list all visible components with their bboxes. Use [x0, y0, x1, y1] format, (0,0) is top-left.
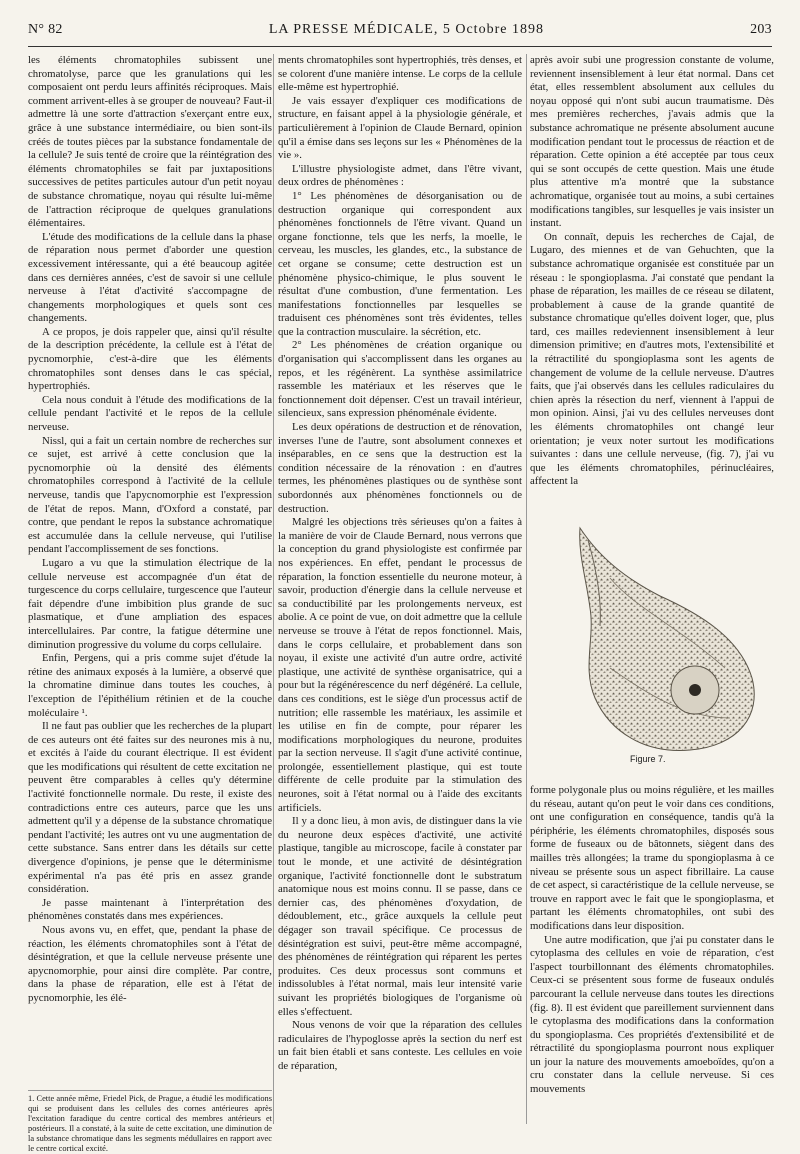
paragraph: les éléments chromatophiles subissent une chromatolyse, parce que les granulations qui les composaient ont perdu leurs affinités réciproques. Mais comment arrivent-elles à se grouper de nouveau? Faut-il admettre là une sorte d'attraction s'exerçant entre eux, grâce à une substance intermédiaire, ou bien sont-ils créés de toutes pièces par la substance fondamentale de la cellule? Je suis tenté de croire que la réintégration des éléments chromatophiles se fait par juxtapositions successives de petites particules autour d'un petit noyau de substance chromatique, noyau qui résulte lui-même de l'attraction réciproque de quelques granulations élémentaires. [28, 54, 272, 230]
paragraph: ments chromatophiles sont hypertrophiés, très denses, et se colorent d'une manière intense. Le corps de la cellule elle-même est hypertrophié. [278, 54, 522, 94]
paragraph: Une autre modification, que j'ai pu constater dans le cytoplasma des cellules en voie de réparation, c'est l'aspect tourbillonnant des éléments chromatophiles. Ceux-ci se présentent sous forme de fuseaux ondulés parcourant la cellule nerveuse dans toutes les directions (fig. 8). Il est évident que pareillement surviennent dans le cytoplasma des modifications dans la conformation du spongioplasma. Ces propriétés d'extensibilité et de rétractilité du spongioplasma pourront nous expliquer un jour la nature des mouvements amoeboïdes, qu'on a cru constater dans la cellule nerveuse. Si ces mouvements [530, 933, 774, 1096]
paragraph: Cela nous conduit à l'étude des modifications de la cellule pendant l'activité et le repos de la cellule nerveuse. [28, 393, 272, 434]
running-header [28, 22, 772, 44]
paragraph: Je passe maintenant à l'interprétation des phénomènes constatés dans mes expériences. [28, 896, 272, 923]
paragraph: Il y a donc lieu, à mon avis, de distinguer dans la vie du neurone deux espèces d'activité, une activité plastique, tangible au microscope, facile à constater par tout le monde, et une activité de désintégration organique, l'activité fonctionnelle dont le substratum anatomique nous est moins connu. Il se passe, dans ce dernier cas, des phénomènes d'oxydation, de dédoublement, etc., grâce auxquels la cellule peut dégager son travail spécifique. Ce processus de désintégration est suivi, peut-être même accompagné, des phénomènes de réintégration qui réparent les pertes produites. Ces deux processus sont communs et indissolubles à l'état normal, mais leur intensité varie suivant les propriétés biologiques de l'organisme où elles s'effectuent. [278, 815, 522, 1018]
paragraph: Lugaro a vu que la stimulation électrique de la cellule nerveuse est accompagnée d'un état de turgescence du corps cellulaire, turgescence que l'auteur fait dépendre d'une imbibition plus grande de suc plasmatique, et d'une ampliation des espaces intercellulaires. Par contre, la fatigue détermine une diminution progressive du volume du corps cellulaire. [28, 556, 272, 651]
journal-title: LA PRESSE MÉDICALE, 5 Octobre 1898 [268, 22, 544, 37]
paragraph: Nissl, qui a fait un certain nombre de recherches sur ce sujet, est arrivé à cette conclusion que la pycnomorphie où la densité des éléments chromatophiles correspond à l'activité de la cellule nerveuse, tandis que l'apycnomorphie est l'expression de l'état de repos. Mann, d'Oxford a constaté, par contre, que pendant le repos la substance achromatique est accumulée dans la cellule nerveuse, qui l'utilise pendant l'accomplissement de ses fonctions. [28, 434, 272, 556]
page-number: 203 [750, 22, 772, 37]
paragraph: 1° Les phénomènes de désorganisation ou de destruction organique qui correspondent aux phénomènes fonctionnels de l'être vivant. Quand un organe fonctionne, tels que les nerfs, la moelle, le cerveau, les muscles, les glandes, etc., la substance de cet organe se consume; cette destruction est un phénomène physico-chimique, le plus souvent le résultat d'une combustion, d'une fermentation. Les manifestations fonctionnelles par lesquelles se traduisent ces phénomènes sont très évidentes, telles que la contraction musculaire. la sécrétion, etc. [278, 189, 522, 338]
paragraph: Les deux opérations de destruction et de rénovation, inverses l'une de l'autre, sont absolument connexes et inséparables, en ce sens que la destruction est la condition nécessaire de la rénovation : en d'autres termes, les phénomènes plastiques ou de synthèse sont subordonnés aux phénomènes fonctionnels ou de destruction. [278, 421, 522, 515]
paragraph: Malgré les objections très sérieuses qu'on a faites à la manière de voir de Claude Bernard, nous verrons que la conception du grand physiologiste est confirmée par nos expériences. En effet, pendant le processus de réparation, la fonction essentielle du neurone moteur, à savoir, production d'énergie dans la cellule nerveuse et sa conductibilité par les prolongements nerveux, est abolie. A ce point de vue, on doit admettre que la cellule nerveuse se trouve à l'état de repos fonctionnel. Mais, dans le corps cellulaire, et probablement dans son noyau, il existe une activité d'un autre ordre, activité plastique, une activité de synthèse organisatrice, qui a pour but la régénérescence du nerf dégénéré. La cellule, dans ces conditions, est le siège d'un processus actif de nutrition; elle rassemble les matériaux, les assimile et les utilise en fin de compte, pour réparer les modifications morphologiques du neurone, produites par la section nerveuse. Il s'agit d'une activité continue, prolongée, essentiellement plastique, qui est toute différente de celle produite par la stimulation des neurones, soit à l'état normal ou à l'aide des excitants artificiels. [278, 516, 522, 814]
column-2 [278, 54, 522, 1126]
paragraph: L'étude des modifications de la cellule dans la phase de réparation nous permet d'aborder une question excessivement intéressante, qui a été beaucoup agitée dans ces dernières années, c'est de savoir si une cellule nerveuse à l'état d'activité s'accompagne de changements morphologiques et quels sont ces changements. [28, 230, 272, 325]
paragraph: Enfin, Pergens, qui a pris comme sujet d'étude la rétine des animaux exposés à la lumière, a observé que la chromatine diminue dans toutes les couches, à l'exception de l'épithélium rétinien et de la couche moléculaire ¹. [28, 652, 272, 719]
header-rule [28, 46, 772, 47]
paragraph: après avoir subi une progression constante de volume, reviennent insensiblement à leur état normal. Dans cet état, elles ressemblent absolument aux cellules du noyau opposé qui n'ont subi aucun traumatisme. Dès mes premières recherches, j'avais admis que la substance achromatique ne présente absolument aucune modification pendant tout le processus de réaction et de réparation. Cette opinion a été acceptée par tous ceux qui se sont occupés de cette question. Mais une étude plus attentive m'a montré que la substance achromatique, organisée tout au moins, a subi certaines modifications tangibles, sur lesquelles je vais insister un instant. [530, 54, 774, 230]
paragraph: On connaît, depuis les recherches de Cajal, de Lugaro, des miennes et de van Gehuchten, que la substance achromatique organisée est constituée par un réseau : le spongioplasma. J'ai constaté que pendant la phase de réparation, les mailles de ce réseau se dilatent, probablement à cause de la grande quantité de substance chromatique qu'elles doivent loger, que, plus tard, ces mailles redeviennent insensiblement à leur dimension primitive; en d'autres mots, l'extensibilité et la rétractilité du spongioplasma sont les agents de changement de volume de la cellule nerveuse. D'autres faits, que j'ai observés dans les cellules radiculaires du chien après la résection du nerf, viennent à l'appui de mon opinion. Ainsi, j'ai vu des cellules nerveuses dont les éléments chromatophiles ont changé leur orientation; je veux noter surtout les modifications suivantes : dans une cellule nerveuse, (fig. 7), j'ai vu que les éléments chromatophiles, périnucléaires, affectent la [530, 230, 774, 488]
paragraph: 2° Les phénomènes de création organique ou d'organisation qui s'accomplissent dans les organes au repos, et les régénèrent. La synthèse assimilatrice rassemble les matériaux et les réserves que le fonctionnement doit dépenser. C'est un travail intérieur, silencieux, sans expression phénoménale évidente. [278, 339, 522, 420]
column-3-top [530, 54, 774, 504]
column-1 [28, 54, 272, 1084]
paragraph: A ce propos, je dois rappeler que, ainsi qu'il résulte de la description précédente, la cellule est à l'état de pycnomorphie, c'est-à-dire que les éléments chromatophiles sont denses dans le cas spécial, hypertrophiés. [28, 325, 272, 393]
nerve-cell-illustration [540, 518, 770, 758]
paragraph: L'illustre physiologiste admet, dans l'être vivant, deux ordres de phénomènes : [278, 162, 522, 189]
issue-number: N° 82 [28, 22, 63, 37]
paragraph: forme polygonale plus ou moins régulière, et les mailles du réseau, autant qu'on peut le voir dans ces conditions, ont une configuration en conséquence, tandis qu'à la périphérie, les éléments chromatophiles, disposés sous forme de fuseaux ou de bâtonnets, siègent dans des mailles très allongées; la trame du spongioplasma à ce niveau se présente sous un aspect fibrillaire. La cause de cet aspect, si caractéristique de la cellule nerveuse, se trouve en rapport avec le fait que le spongioplasma, et partant les éléments chromatophiles, ont subi des modifications dans leur disposition. [530, 784, 774, 932]
figure-caption: Figure 7. [630, 754, 666, 764]
column-divider-2 [526, 54, 527, 1124]
paragraph: Nous avons vu, en effet, que, pendant la phase de réaction, les éléments chromatophiles sont à l'état de désintégration, et que la cellule nerveuse présente une apycnomorphie, pour ainsi dire complète. Par contre, dans la phase de réparation, elle est à l'état de pycnomorphie, les élé- [28, 924, 272, 1004]
footnote: 1. Cette année même, Friedel Pick, de Prague, a étudié les modifications qui se produisent dans les cellules des cornes antérieures après l'excitation faradique du centre cortical des membres antérieurs et postérieurs. Il a constaté, à la suite de cette excitation, une diminution de la substance chromatique dans les segments médullaires en rapport avec le centre cortical excité. [28, 1090, 272, 1154]
paragraph: Il ne faut pas oublier que les recherches de la plupart de ces auteurs ont été faites sur des neurones mis à nu, et excités à l'aide du courant électrique. Il est évident que les modifications qui résultent de cette excitation ne peuvent être comparables à celles qu'y détermine l'activité fonctionnelle normale. Du reste, il existe des contradictions entre ces auteurs, parce que les uns admettent qu'il y a dépense de la substance chromatique pendant l'activité; les autres ont vu une augmentation de cette substance. Sans entrer dans les détails sur cette divergence d'opinions, je pense que le déterminisme expérimental n'a pas été pris en assez grande considération. [28, 720, 272, 896]
column-divider-1 [273, 54, 274, 1124]
column-3-bottom [530, 784, 774, 1097]
paragraph: Je vais essayer d'expliquer ces modifications de structure, en faisant appel à la physiologie générale, et particulièrement à l'opinion de Claude Bernard, opinion qu'il a émise dans ses leçons sur les « Phénomènes de la vie ». [278, 94, 522, 162]
paragraph: Nous venons de voir que la réparation des cellules radiculaires de l'hypoglosse après la section du nerf est un fait bien établi et sans conteste. Les cellules en voie de réparation, [278, 1019, 522, 1072]
